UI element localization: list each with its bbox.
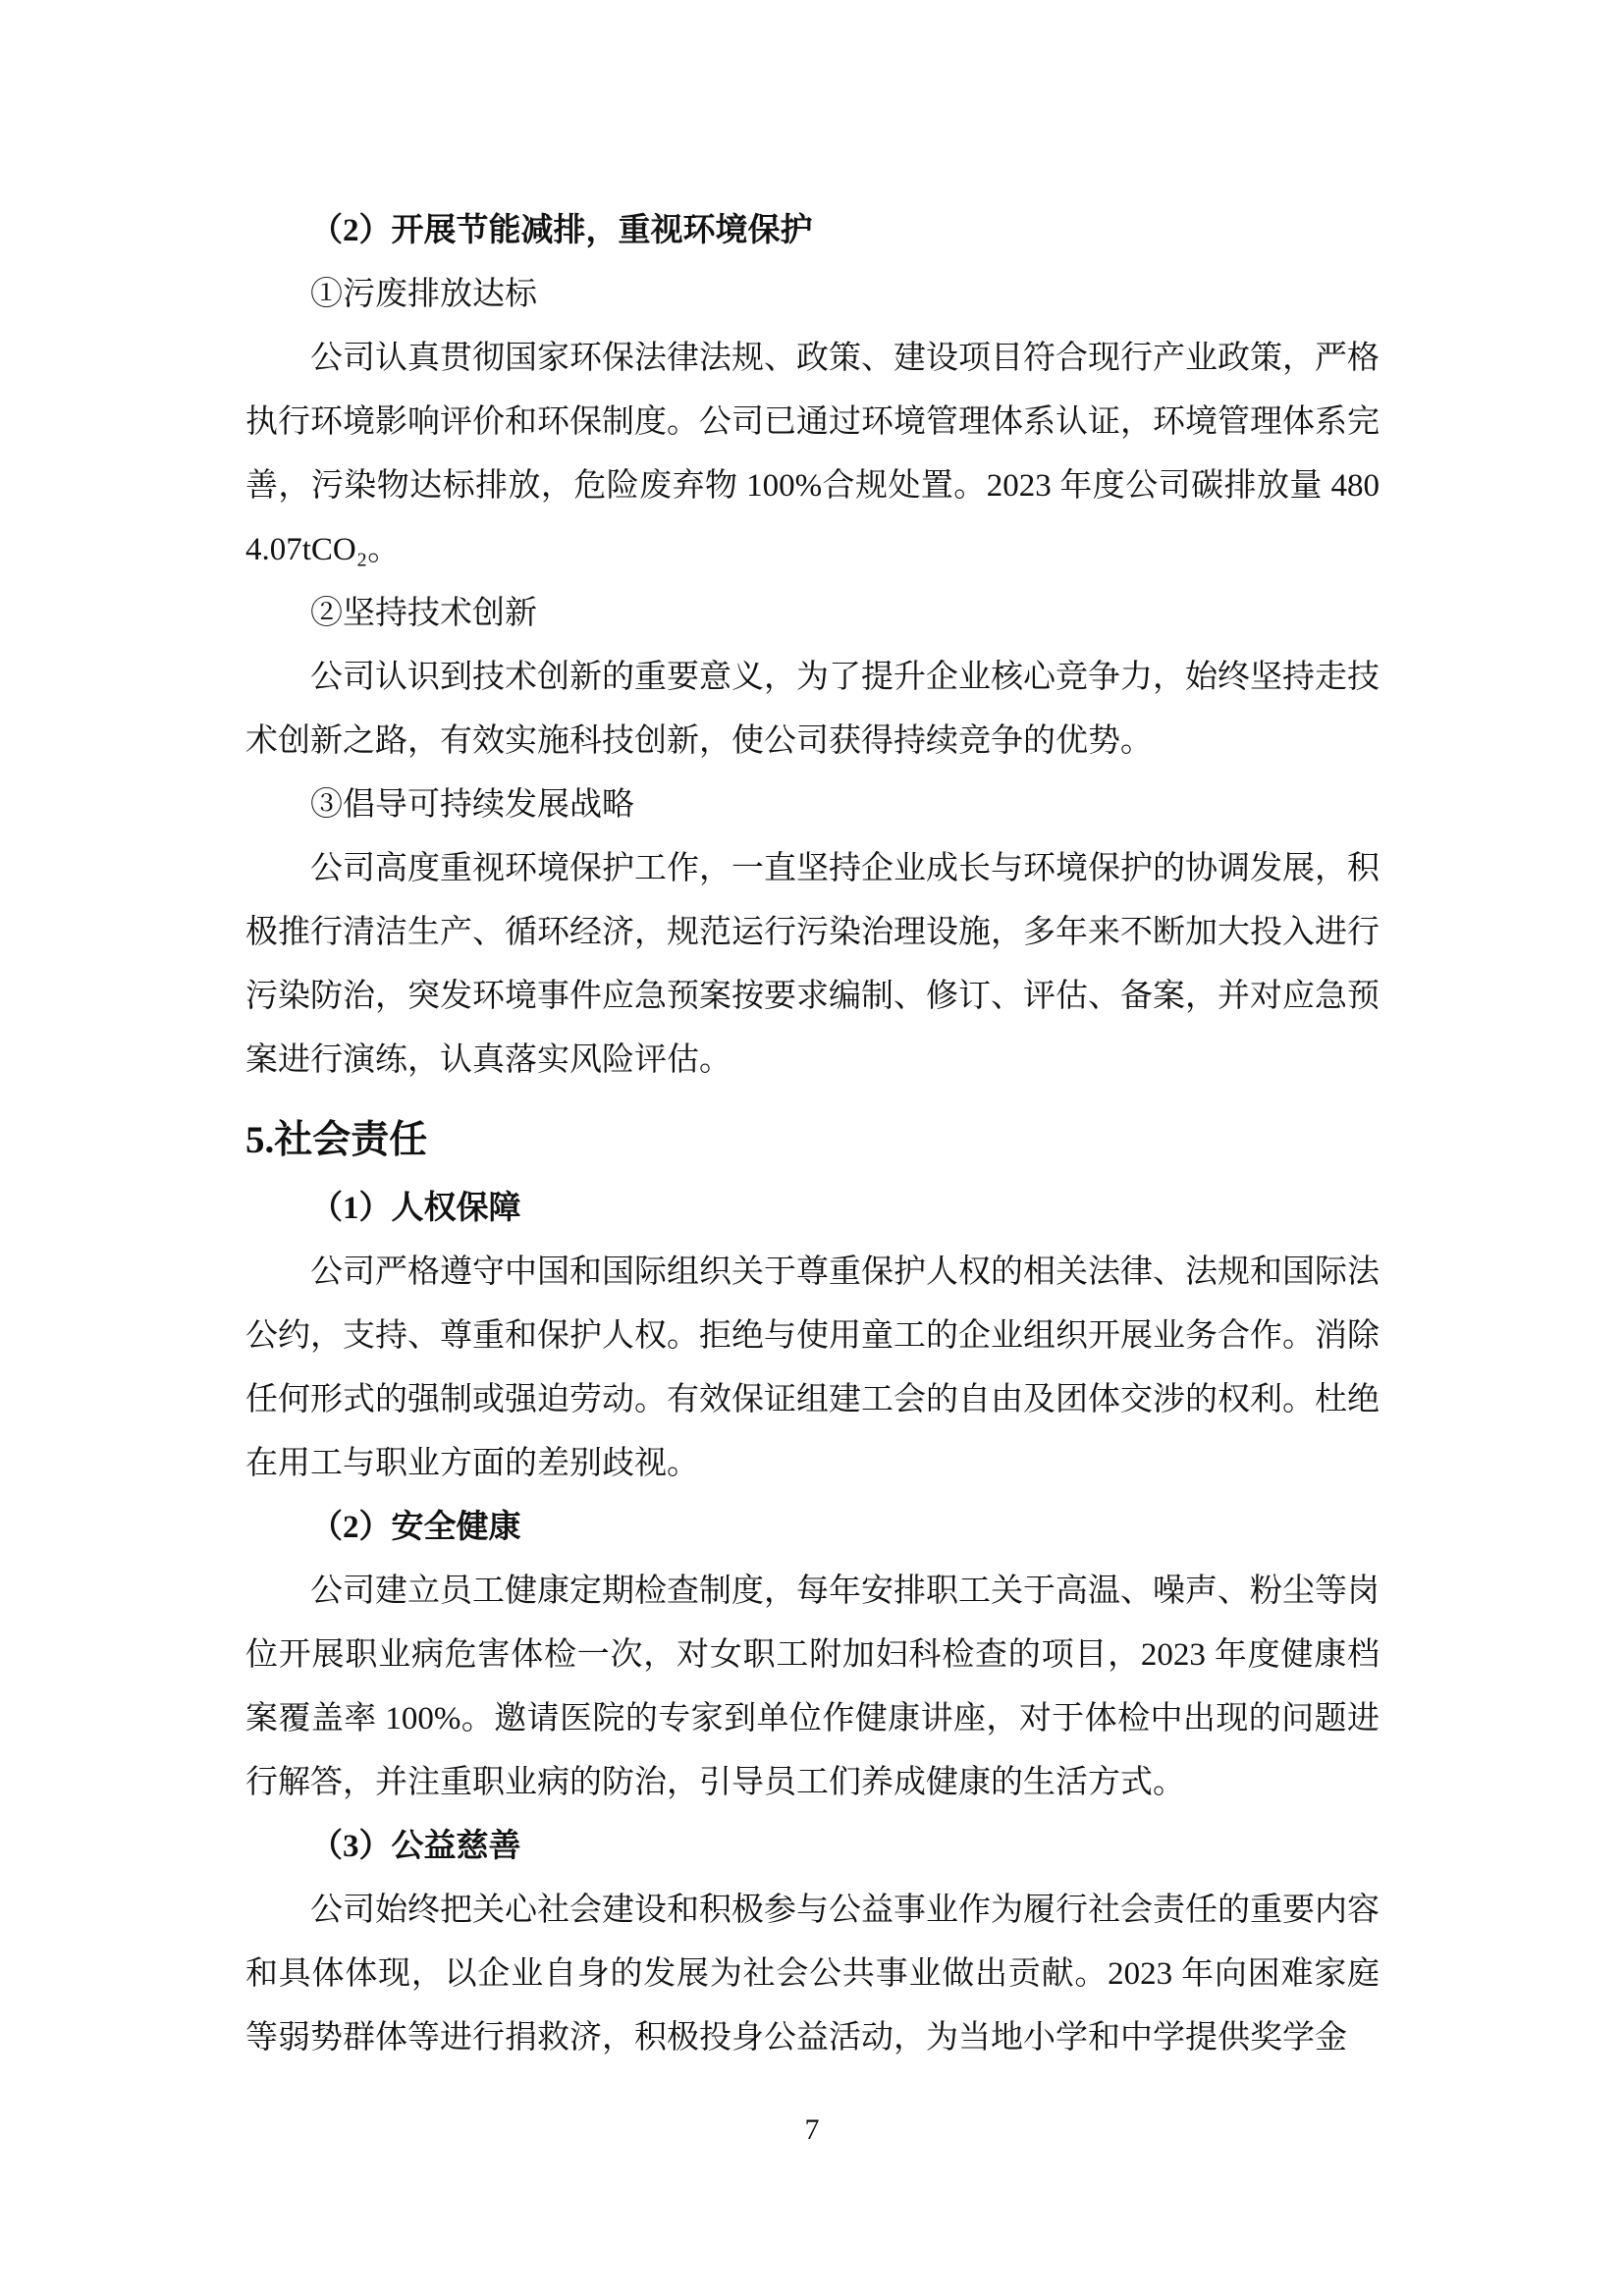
sub-heading: （1）人权保障 (310, 1191, 521, 1226)
numbered-item: ①污废排放达标 (310, 277, 537, 312)
body-paragraph: 公司认识到技术创新的重要意义，为了提升企业核心竞争力，始终坚持走技术创新之路，有效实施科技创新，使公司获得持续竞争的优势。 (245, 660, 1380, 759)
numbered-item: ②坚持技术创新 (310, 596, 537, 631)
page-number: 7 (804, 2113, 820, 2146)
sub-heading: （3）公益慈善 (310, 1829, 521, 1864)
body-paragraph: 公司建立员工健康定期检查制度，每年安排职工关于高温、噪声、粉尘等岗位开展职业病危害体检一次，对女职工附加妇科检查的项目，2023 年度健康档案覆盖率 100%。邀请医院的专家到单位作健康讲座，对于体检中出现的问题进行解答，并注重职业病的防治，引导员工们养成健康的生活方式。 (245, 1574, 1380, 1800)
body-paragraph: 公司始终把关心社会建设和积极参与公益事业作为履行社会责任的重要内容和具体体现，以企业自身的发展为社会公共事业做出贡献。2023 年向困难家庭等弱势群体等进行捐救济，积极投身公益活动，为当地小学和中学提供奖学金 (245, 1893, 1380, 2056)
document-content (245, 199, 1380, 2070)
page-footer (0, 2112, 1624, 2148)
sub-heading: （2）安全健康 (310, 1510, 521, 1545)
section-heading: 5.社会责任 (245, 1119, 428, 1161)
body-paragraph: 公司严格遵守中国和国际组织关于尊重保护人权的相关法律、法规和国际法公约，支持、尊重和保护人权。拒绝与使用童工的企业组织开展业务合作。消除任何形式的强制或强迫劳动。有效保证组建工会的自由及团体交涉的权利。杜绝在用工与职业方面的差别歧视。 (245, 1255, 1380, 1481)
numbered-item: ③倡导可持续发展战略 (310, 787, 634, 823)
sub-heading: （2）开展节能减排，重视环境保护 (310, 213, 813, 248)
body-paragraph: 公司认真贯彻国家环保法律法规、政策、建设项目符合现行产业政策，严格执行环境影响评价和环保制度。公司已通过环境管理体系认证，环境管理体系完善，污染物达标排放，危险废弃物 100%合规处置。2023 年度公司碳排放量 4804.07tCO₂。 (245, 341, 1380, 567)
body-paragraph: 公司高度重视环境保护工作，一直坚持企业成长与环境保护的协调发展，积极推行清洁生产、循环经济，规范运行污染治理设施，多年来不断加大投入进行污染防治，突发环境事件应急预案按要求编制、修订、评估、备案，并对应急预案进行演练，认真落实风险评估。 (245, 851, 1380, 1078)
